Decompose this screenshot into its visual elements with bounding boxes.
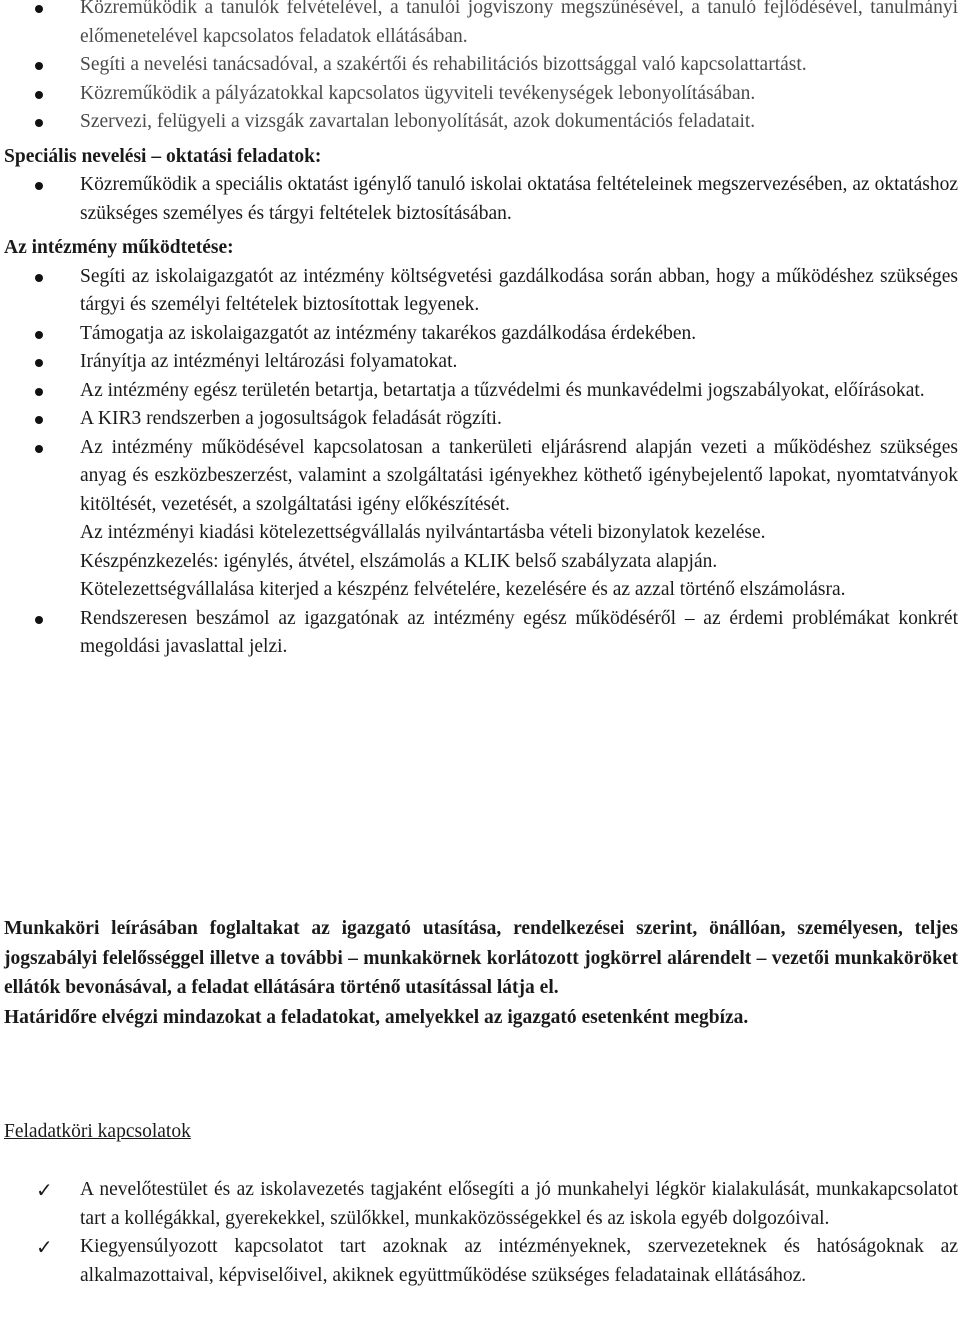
list-item-text: Közreműködik a tanulók felvételével, a tanulói jogviszony megszűnésével, a tanuló fejlődésével, tanulmányi előmenetelével kapcsolatos feladatok ellátásában. — [80, 0, 958, 47]
bullet-icon — [35, 5, 43, 13]
operation-last-list — [0, 605, 960, 662]
bullet-icon — [35, 274, 43, 282]
list-item — [0, 377, 960, 406]
list-item — [0, 108, 960, 137]
list-item — [0, 605, 960, 662]
list-item — [0, 434, 960, 520]
relations-section — [0, 1176, 960, 1290]
list-item — [0, 1176, 960, 1233]
continuation-line: Készpénzkezelés: igénylés, átvétel, elszámolás a KLIK belső szabályzata alapján. — [80, 550, 718, 572]
bullet-icon — [35, 331, 43, 339]
bullet-icon — [35, 91, 43, 99]
list-item-text: Kiegyensúlyozott kapcsolatot tart azoknak az intézményeknek, szervezeteknek és hatóságoknak az alkalmazottaival, képviselőivel, akiknek együttműködése szükséges feladatainak ellátásához. — [80, 1236, 958, 1286]
section-heading-special: Speciális nevelési – oktatási feladatok: — [4, 145, 322, 167]
list-item-text: Közreműködik a pályázatokkal kapcsolatos ügyviteli tevékenységek lebonyolításában. — [80, 82, 756, 104]
task-list-section — [0, 0, 960, 662]
general-tasks-list — [0, 0, 960, 137]
continuation-line: Kötelezettségvállalása kiterjed a készpénz felvételére, kezelésére és az azzal történő elszámolásra. — [80, 579, 846, 600]
section-heading-operation: Az intézmény működtetése: — [4, 237, 234, 258]
list-item-text: A nevelőtestület és az iskolavezetés tagjaként elősegíti a jó munkahelyi légkör kialakulását, munkakapcsolatot tart a kollégákkal, gyerekekkel, szülőkkel, munkaközösségekkel és az iskola egyéb dolgozóival. — [80, 1179, 958, 1229]
list-item-text: Az intézmény egész területén betartja, betartatja a tűzvédelmi és munkavédelmi jogszabályokat, előírásokat. — [80, 379, 925, 401]
list-item-text: Rendszeresen beszámol az igazgatónak az intézmény egész működéséről – az érdemi problémákat konkrét megoldási javaslattal jelzi. — [80, 607, 958, 657]
checkmark-icon: ✓ — [36, 1178, 53, 1202]
checkmark-icon: ✓ — [36, 1235, 53, 1259]
summary-paragraphs — [4, 914, 958, 1032]
bullet-icon — [35, 445, 43, 453]
list-item — [0, 171, 960, 228]
relations-list — [0, 1176, 960, 1290]
list-item — [0, 263, 960, 320]
summary-paragraph: Határidőre elvégzi mindazokat a feladatokat, amelyekkel az igazgató esetenként megbíza. — [4, 1006, 749, 1028]
bullet-icon — [35, 62, 43, 70]
bullet-icon — [35, 359, 43, 367]
bullet-icon — [35, 388, 43, 396]
list-item-text: Irányítja az intézményi leltározási folyamatokat. — [80, 351, 458, 372]
bullet-icon — [35, 119, 43, 127]
list-item — [0, 348, 960, 377]
bullet-icon — [35, 182, 43, 190]
list-item-text: Közreműködik a speciális oktatást igénylő tanuló iskolai oktatása feltételeinek megszervezésében, az oktatáshoz szükséges személyes és tárgyi feltételek biztosításában. — [80, 174, 958, 224]
list-item-text: Segíti az iskolaigazgatót az intézmény költségvetési gazdálkodása során abban, hogy a működéshez szükséges tárgyi és személyi feltételek biztosítottak legyenek. — [80, 265, 958, 315]
bullet-icon — [35, 616, 43, 624]
continuation-line: Az intézményi kiadási kötelezettségvállalás nyilvántartásba vételi bizonylatok kezelése. — [80, 522, 766, 543]
list-item — [0, 80, 960, 109]
list-item-text: Segíti a nevelési tanácsadóval, a szakértői és rehabilitációs bizottsággal való kapcsolattartást. — [80, 54, 807, 75]
list-item-text: Támogatja az iskolaigazgatót az intézmény takarékos gazdálkodása érdekében. — [80, 322, 697, 344]
operation-tasks-list — [0, 263, 960, 520]
list-item — [0, 0, 960, 51]
special-tasks-list — [0, 171, 960, 228]
bullet-icon — [35, 416, 43, 424]
list-item — [0, 51, 960, 80]
list-item-text: Szervezi, felügyeli a vizsgák zavartalan lebonyolítását, azok dokumentációs feladatait. — [80, 111, 756, 132]
summary-paragraph: Munkaköri leírásában foglaltakat az igazgató utasítása, rendelkezései szerint, önállóan, személyesen, teljes jogszabályi felelősséggel illetve a további – munkakörnek korlátozott jogkörrel alárendelt – vezetői munkaköröket ellátók bevonásával, a feladat ellátására történő utasítással látja el. — [4, 918, 958, 998]
list-item — [0, 1233, 960, 1290]
section-heading-relations: Feladatköri kapcsolatok — [4, 1121, 191, 1142]
list-item-text: A KIR3 rendszerben a jogosultságok feladását rögzíti. — [80, 408, 502, 429]
list-item-text: Az intézmény működésével kapcsolatosan a tankerületi eljárásrend alapján vezeti a működéshez szükséges anyag és eszközbeszerzést, valamint a szolgáltatási igényekhez köthető igénybejelentő lapokat, nyomtatványok kitöltését, vezetését, a szolgáltatási igény előkészítését. — [80, 436, 958, 515]
list-item — [0, 320, 960, 349]
list-item — [0, 405, 960, 434]
